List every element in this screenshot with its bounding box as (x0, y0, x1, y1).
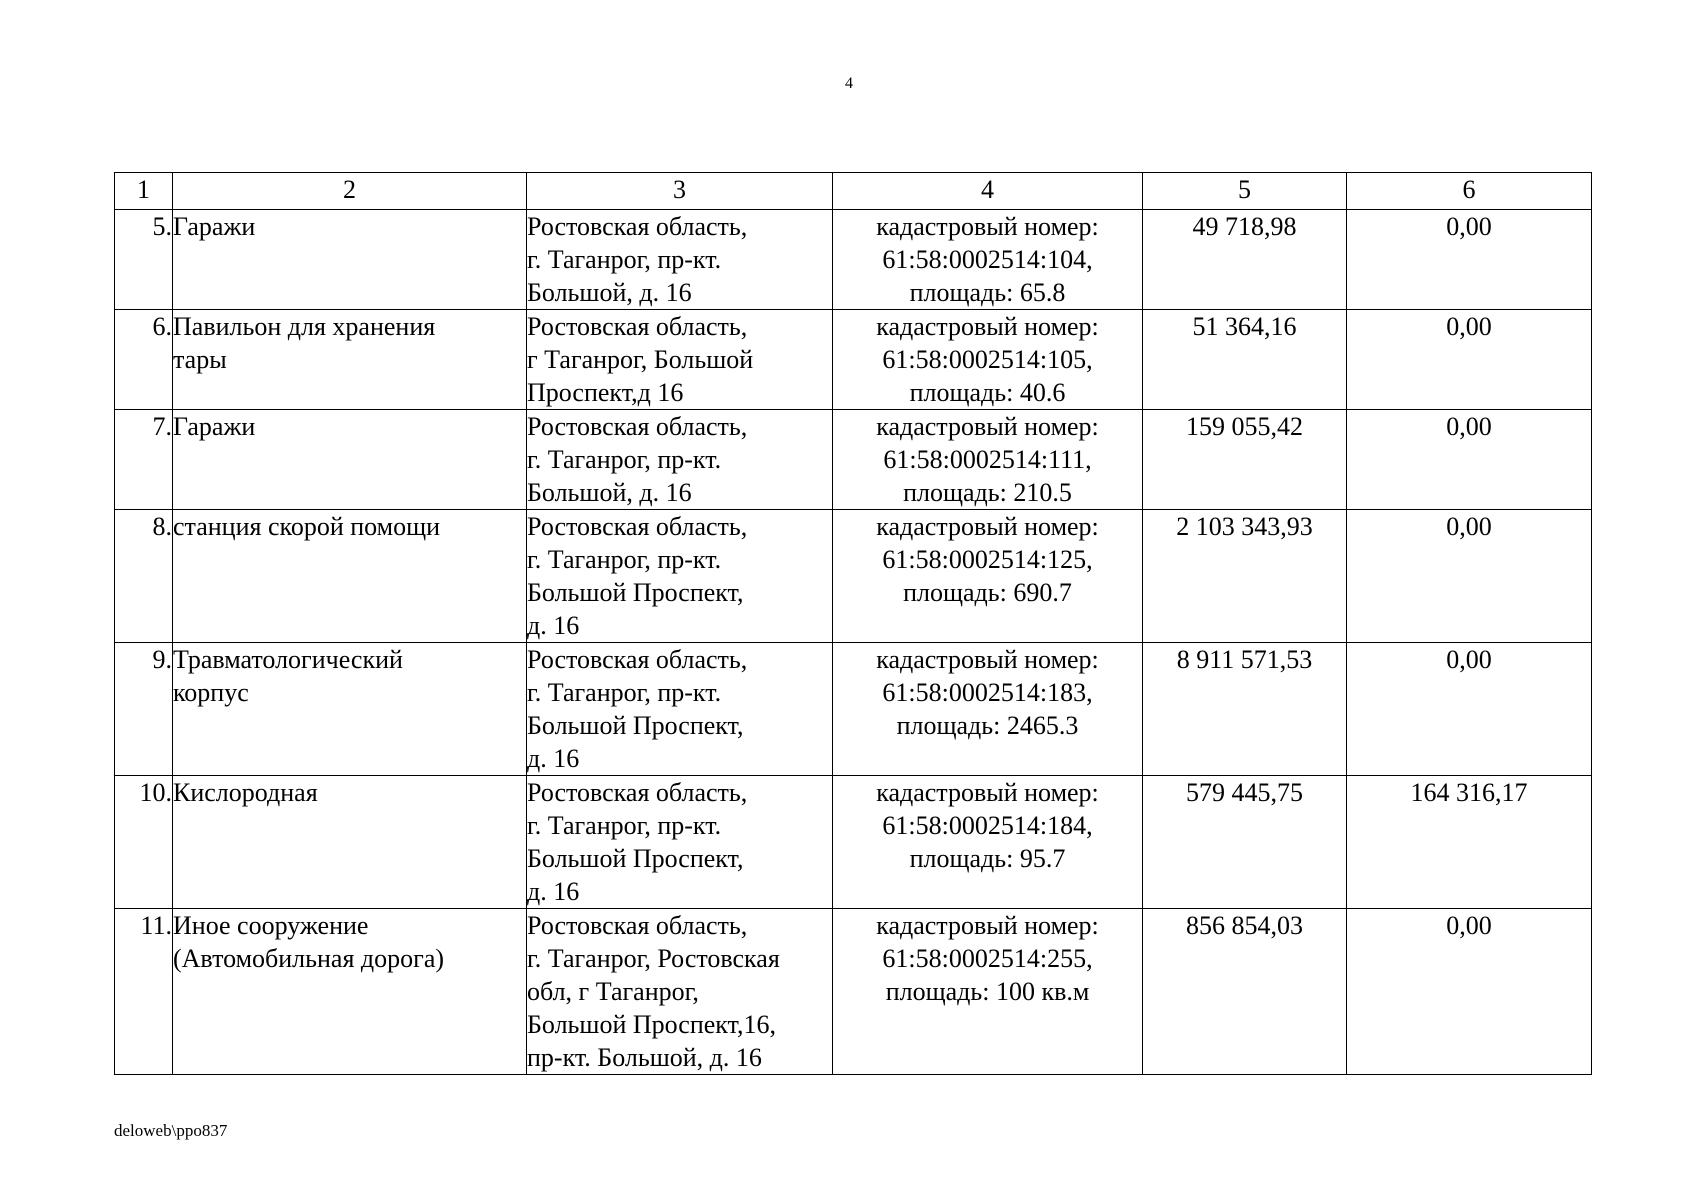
address-line: г. Таганрог, пр-кт. (527, 811, 722, 840)
cadastral-details-line: площадь: 40.6 (909, 378, 1066, 407)
object-name-cell (173, 643, 527, 776)
address-line: г. Таганрог, пр-кт. (527, 678, 722, 707)
column-number-3: 3 (527, 173, 833, 210)
row-number-cell: 6. (115, 310, 173, 410)
cadastral-details-line: площадь: 95.7 (909, 844, 1066, 873)
address-line: г. Таганрог, пр-кт. (527, 245, 722, 274)
column-number-5: 5 (1143, 173, 1347, 210)
cadastral-details-line: 61:58:0002514:255, (882, 944, 1093, 973)
address-cell (527, 776, 833, 909)
address-cell (527, 643, 833, 776)
table-row (115, 909, 1592, 1075)
column-number-4: 4 (833, 173, 1143, 210)
address-line: Ростовская область, (527, 312, 748, 341)
address-line: Большой Проспект, (527, 844, 744, 873)
address-line: обл, г Таганрог, (527, 977, 699, 1006)
object-name-cell (173, 776, 527, 909)
cadastral-details-line: площадь: 100 кв.м (885, 977, 1090, 1006)
value-column-6-cell: 0,00 (1347, 909, 1592, 1075)
address-cell (527, 510, 833, 643)
footer-doc-id: deloweb\ppo837 (114, 1121, 228, 1140)
address-cell (527, 410, 833, 510)
object-name-line: корпус (173, 678, 249, 707)
cadastral-details-line: кадастровый номер: (876, 911, 1099, 940)
cadastral-details-line: кадастровый номер: (876, 512, 1099, 541)
value-column-5-cell: 2 103 343,93 (1143, 510, 1347, 643)
value-column-6-cell: 0,00 (1347, 510, 1592, 643)
column-number-1: 1 (115, 173, 173, 210)
value-column-5-cell: 51 364,16 (1143, 310, 1347, 410)
cadastral-details-line: кадастровый номер: (876, 312, 1099, 341)
row-number-cell: 9. (115, 643, 173, 776)
value-column-6-cell: 0,00 (1347, 643, 1592, 776)
object-name-cell (173, 909, 527, 1075)
address-line: г. Таганрог, Ростовская (527, 944, 780, 973)
table-row (115, 510, 1592, 643)
row-number-cell: 8. (115, 510, 173, 643)
value-column-5-cell: 49 718,98 (1143, 210, 1347, 310)
address-line: г. Таганрог, пр-кт. (527, 545, 722, 574)
object-name-line: Гаражи (173, 412, 256, 441)
object-name-cell (173, 510, 527, 643)
row-number-cell: 11. (115, 909, 173, 1075)
address-line: г Таганрог, Большой (527, 345, 754, 374)
object-name-line: тары (173, 345, 227, 374)
row-number-cell: 5. (115, 210, 173, 310)
address-line: д. 16 (527, 877, 580, 906)
cadastral-details-cell (833, 776, 1143, 909)
address-cell (527, 210, 833, 310)
object-name-cell (173, 410, 527, 510)
column-number-row (115, 173, 1592, 210)
value-column-6-cell: 0,00 (1347, 410, 1592, 510)
object-name-line: Травматологический (173, 645, 403, 674)
address-line: Ростовская область, (527, 512, 748, 541)
table-row (115, 776, 1592, 909)
page-number: 4 (845, 75, 853, 92)
cadastral-details-cell (833, 643, 1143, 776)
cadastral-details-cell (833, 510, 1143, 643)
cadastral-details-line: кадастровый номер: (876, 778, 1099, 807)
cadastral-details-cell (833, 210, 1143, 310)
cadastral-details-line: кадастровый номер: (876, 645, 1099, 674)
address-line: Большой Проспект,16, (527, 1010, 776, 1039)
cadastral-details-cell (833, 310, 1143, 410)
address-line: пр-кт. Большой, д. 16 (527, 1043, 762, 1072)
object-name-line: Иное сооружение (173, 911, 369, 940)
column-number-2: 2 (173, 173, 527, 210)
table-row (115, 210, 1592, 310)
address-line: Большой, д. 16 (527, 278, 692, 307)
cadastral-details-line: 61:58:0002514:104, (882, 245, 1093, 274)
table-row (115, 410, 1592, 510)
cadastral-details-line: кадастровый номер: (876, 412, 1099, 441)
cadastral-details-line: кадастровый номер: (876, 212, 1099, 241)
table-body (115, 210, 1592, 1075)
property-table (114, 172, 1592, 1075)
table-row (115, 643, 1592, 776)
address-line: д. 16 (527, 744, 580, 773)
cadastral-details-line: площадь: 2465.3 (896, 711, 1079, 740)
cadastral-details-line: площадь: 65.8 (909, 278, 1066, 307)
object-name-line: (Автомобильная дорога) (173, 944, 445, 973)
cadastral-details-cell (833, 909, 1143, 1075)
object-name-line: Гаражи (173, 212, 256, 241)
address-line: Большой Проспект, (527, 578, 744, 607)
object-name-line: Павильон для хранения (173, 312, 436, 341)
address-line: Ростовская область, (527, 778, 748, 807)
address-cell (527, 909, 833, 1075)
address-cell (527, 310, 833, 410)
value-column-5-cell: 159 055,42 (1143, 410, 1347, 510)
address-line: Ростовская область, (527, 645, 748, 674)
object-name-line: Кислородная (173, 778, 318, 807)
object-name-cell (173, 210, 527, 310)
cadastral-details-line: 61:58:0002514:111, (883, 445, 1092, 474)
row-number-cell: 7. (115, 410, 173, 510)
value-column-5-cell: 8 911 571,53 (1143, 643, 1347, 776)
address-line: Ростовская область, (527, 212, 748, 241)
value-column-6-cell: 0,00 (1347, 210, 1592, 310)
cadastral-details-line: 61:58:0002514:184, (882, 811, 1093, 840)
object-name-line: станция скорой помощи (173, 512, 441, 541)
address-line: Большой Проспект, (527, 711, 744, 740)
value-column-5-cell: 579 445,75 (1143, 776, 1347, 909)
object-name-cell (173, 310, 527, 410)
address-line: Большой, д. 16 (527, 478, 692, 507)
cadastral-details-cell (833, 410, 1143, 510)
cadastral-details-line: 61:58:0002514:183, (882, 678, 1093, 707)
address-line: Ростовская область, (527, 911, 748, 940)
row-number-cell: 10. (115, 776, 173, 909)
address-line: Ростовская область, (527, 412, 748, 441)
address-line: г. Таганрог, пр-кт. (527, 445, 722, 474)
cadastral-details-line: площадь: 690.7 (903, 578, 1072, 607)
cadastral-details-line: 61:58:0002514:105, (882, 345, 1093, 374)
cadastral-details-line: площадь: 210.5 (903, 478, 1072, 507)
column-number-6: 6 (1347, 173, 1592, 210)
table-row (115, 310, 1592, 410)
value-column-6-cell: 164 316,17 (1347, 776, 1592, 909)
address-line: Проспект,д 16 (527, 378, 684, 407)
value-column-5-cell: 856 854,03 (1143, 909, 1347, 1075)
address-line: д. 16 (527, 611, 580, 640)
cadastral-details-line: 61:58:0002514:125, (882, 545, 1093, 574)
value-column-6-cell: 0,00 (1347, 310, 1592, 410)
